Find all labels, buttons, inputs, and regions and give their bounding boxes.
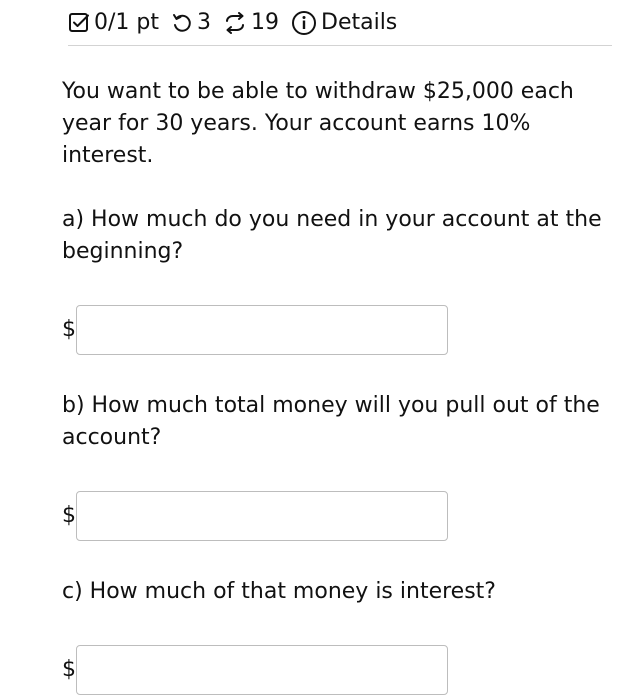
score-text: 0/1 pt — [94, 10, 159, 35]
score-group — [68, 10, 159, 35]
problem-content — [62, 76, 614, 700]
answer-a-row — [62, 304, 614, 356]
answer-c-input[interactable] — [76, 645, 448, 695]
answer-c-row — [62, 644, 614, 696]
attempts-group — [223, 10, 279, 35]
retry-icon — [171, 12, 193, 34]
checkbox-icon — [68, 12, 90, 34]
details-label: Details — [321, 10, 398, 35]
currency-symbol: $ — [62, 503, 76, 528]
problem-intro: You want to be able to withdraw $25,000 each year for 30 years. Your account earns 10% interest. — [62, 79, 574, 168]
currency-symbol: $ — [62, 657, 76, 682]
answer-b-row — [62, 490, 614, 542]
refresh-icon — [223, 12, 247, 34]
retries-group — [171, 10, 211, 35]
currency-symbol: $ — [62, 317, 76, 342]
answer-b-input[interactable] — [76, 491, 448, 541]
retries-count: 3 — [197, 10, 211, 35]
question-header — [68, 0, 612, 46]
details-link[interactable] — [291, 10, 397, 36]
answer-a-input[interactable] — [76, 305, 448, 355]
question-a-text: a) How much do you need in your account at the beginning? — [62, 207, 602, 264]
attempts-count: 19 — [251, 10, 279, 35]
info-icon — [291, 10, 317, 36]
question-b-text: b) How much total money will you pull out of the account? — [62, 393, 600, 450]
question-c-text: c) How much of that money is interest? — [62, 579, 496, 604]
